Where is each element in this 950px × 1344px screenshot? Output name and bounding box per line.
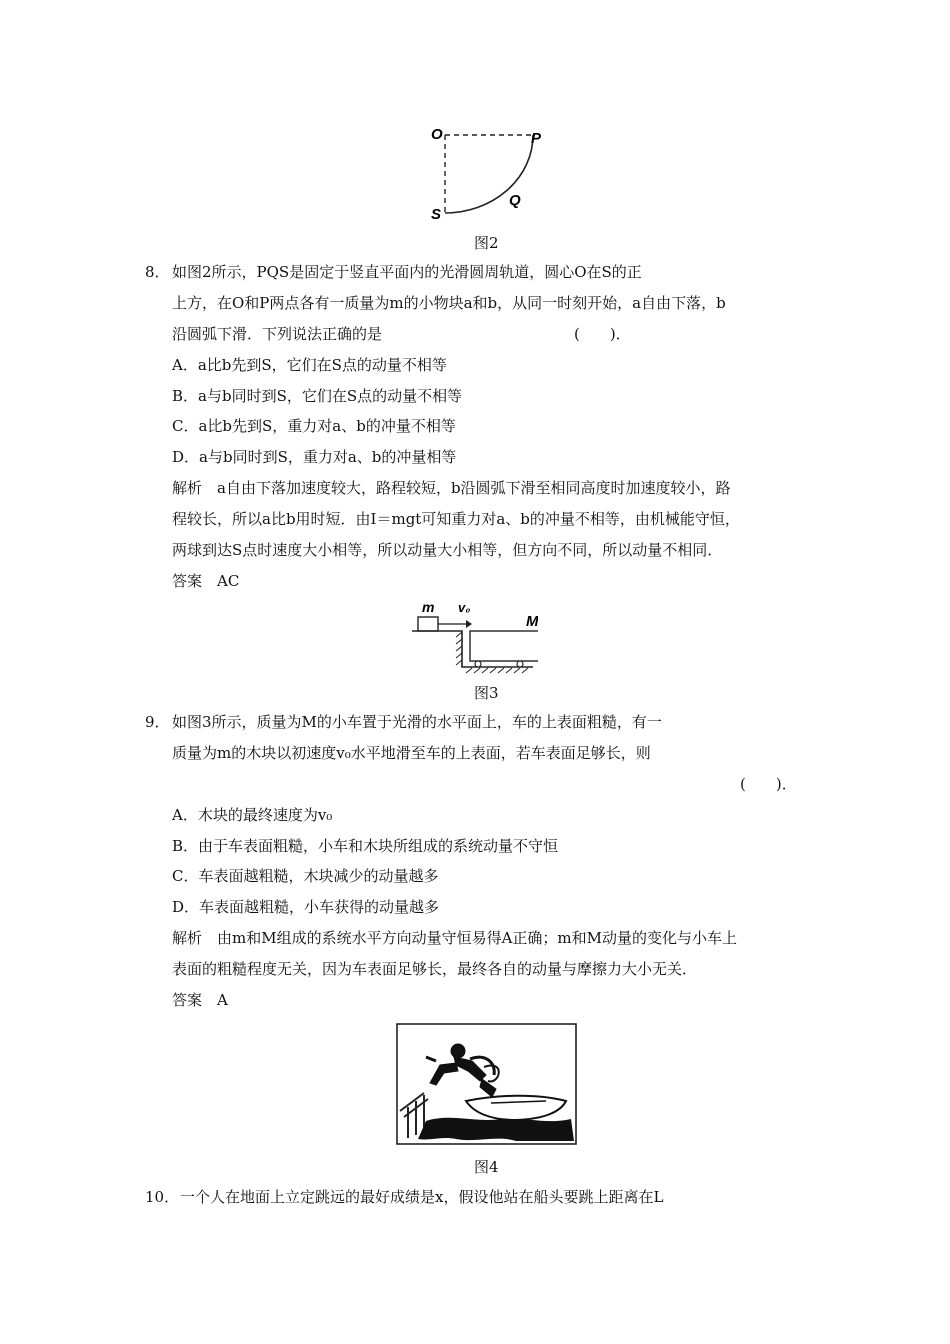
q8-stem-line-2: 上方，在O和P两点各有一质量为m的小物块a和b，从同一时刻开始，a自由下落，b xyxy=(172,294,726,312)
q10-number: 10． xyxy=(145,1188,180,1206)
q10-stem-line-1: 一个人在地面上立定跳远的最好成绩是x，假设他站在船头要跳上距离在L xyxy=(180,1188,664,1206)
label-p: P xyxy=(531,130,542,147)
q8-analysis-line-2: 程较长，所以a比b用时短．由I＝mgt可知重力对a、b的冲量不相等，由机械能守恒， xyxy=(172,510,740,528)
q8-option-b: B．a与b同时到S，它们在S点的动量不相等 xyxy=(172,387,463,405)
q9-analysis-line-2: 表面的粗糙程度无关，因为车表面足够长，最终各自的动量与摩擦力大小无关． xyxy=(172,960,698,978)
q8-analysis-line-3: 两球到达S点时速度大小相等，所以动量大小相等，但方向不同，所以动量不相同． xyxy=(172,541,723,559)
figure-2-caption: 图2 xyxy=(474,234,499,252)
label-big-m: M xyxy=(526,613,538,630)
q9-stem-line-1: 如图3所示，质量为M的小车置于光滑的水平面上，车的上表面粗糙，有一 xyxy=(172,713,662,731)
q9-option-a: A．木块的最终速度为v₀ xyxy=(172,806,333,824)
q8-stem-line-1: 如图2所示，PQS是固定于竖直平面内的光滑圆周轨道，圆心O在S的正 xyxy=(172,263,642,281)
cart-wheel-right xyxy=(517,661,523,667)
q8-option-d: D．a与b同时到S，重力对a、b的冲量相等 xyxy=(172,448,457,466)
cart-wheel-left xyxy=(475,661,481,667)
q9-option-c: C．车表面越粗糙，木块减少的动量越多 xyxy=(172,867,439,885)
dark-water xyxy=(418,1118,574,1141)
figure-3-diagram xyxy=(408,598,538,678)
q9-answer-paren: ( )． xyxy=(740,775,797,793)
q9-analysis-line-1: 解析 由m和M组成的系统水平方向动量守恒易得A正确；m和M动量的变化与小车上 xyxy=(172,929,738,947)
q8-number: 8． xyxy=(145,263,170,281)
q9-option-b: B．由于车表面粗糙，小车和木块所组成的系统动量不守恒 xyxy=(172,837,559,855)
velocity-arrowhead xyxy=(466,620,472,628)
label-q: Q xyxy=(509,192,521,209)
figure-4-caption: 图4 xyxy=(474,1158,499,1176)
q8-option-a: A．a比b先到S，它们在S点的动量不相等 xyxy=(172,356,447,374)
cart-body xyxy=(470,631,538,661)
figure-3-caption: 图3 xyxy=(474,684,499,702)
figure-2-diagram xyxy=(425,120,555,230)
figure-4-illustration xyxy=(396,1023,578,1146)
label-s: S xyxy=(431,206,442,223)
q9-answer: 答案 A xyxy=(172,991,228,1009)
q9-stem-line-2: 质量为m的木块以初速度v₀水平地滑至车的上表面，若车表面足够长，则 xyxy=(172,744,651,762)
q8-option-c: C．a比b先到S，重力对a、b的冲量不相等 xyxy=(172,417,456,435)
q8-answer-paren: ( )． xyxy=(574,325,631,343)
label-m: m xyxy=(422,599,435,615)
q8-answer: 答案 AC xyxy=(172,572,240,590)
q8-stem-line-3: 沿圆弧下滑．下列说法正确的是 xyxy=(172,325,383,343)
label-v0: v₀ xyxy=(458,600,471,615)
q8-analysis-line-1: 解析 a自由下落加速度较大，路程较短，b沿圆弧下滑至相同高度时加速度较小，路 xyxy=(172,479,731,497)
block-m xyxy=(418,617,438,631)
label-o: O xyxy=(431,126,443,143)
q9-option-d: D．车表面越粗糙，小车获得的动量越多 xyxy=(172,898,440,916)
q9-number: 9． xyxy=(145,713,170,731)
